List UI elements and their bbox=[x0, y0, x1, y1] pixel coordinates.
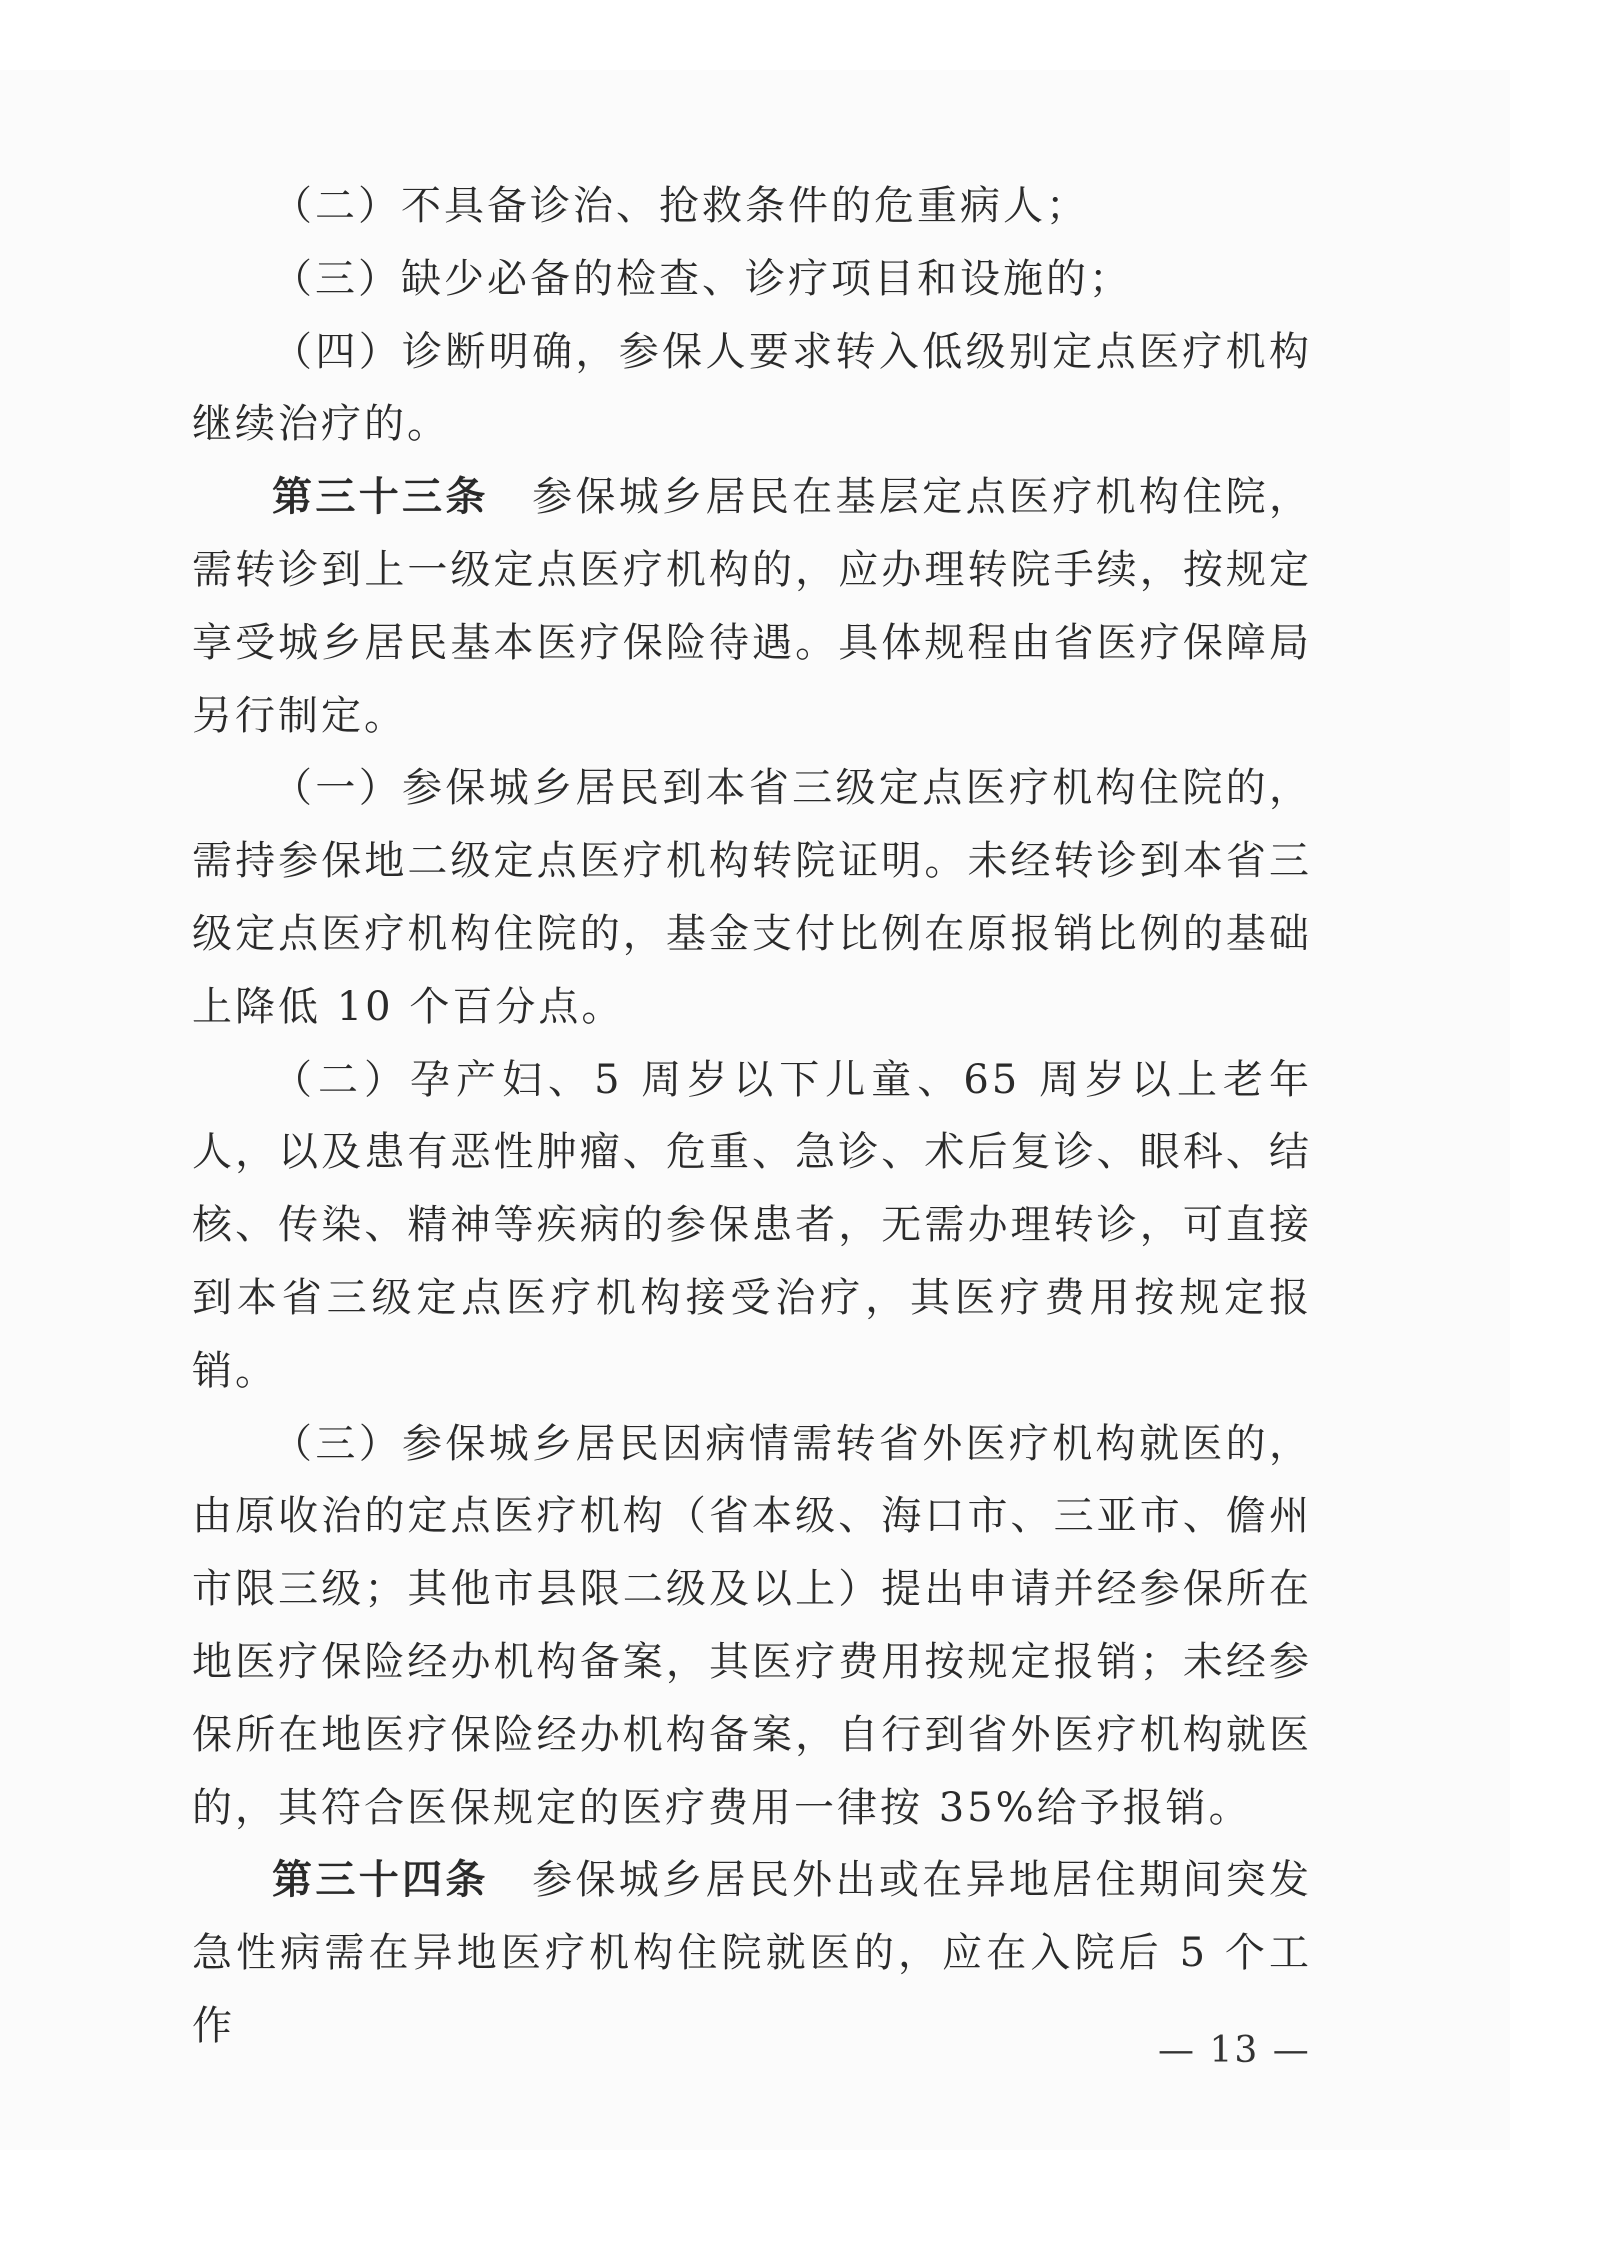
article-33 bbox=[192, 461, 1312, 752]
body-text bbox=[192, 170, 1312, 2063]
article-33-text: 参保城乡居民在基层定点医疗机构住院，需转诊到上一级定点医疗机构的，应办理转院手续，按规定享受城乡居民基本医疗保险待遇。具体规程由省医疗保障局另行制定。 bbox=[192, 474, 1313, 739]
paragraph-text: （三）参保城乡居民因病情需转省外医疗机构就医的，由原收治的定点医疗机构（省本级、海口市、三亚市、儋州市限三级；其他市县限二级及以上）提出申请并经参保所在地医疗保险经办机构备案，其医疗费用按规定报销；未经参保所在地医疗保险经办机构备案，自行到省外医疗机构就医的，其符合医保规定的医疗费用一律按 35%给予报销。 bbox=[192, 1420, 1312, 1831]
paragraph-text: （三）缺少必备的检查、诊疗项目和设施的； bbox=[272, 255, 1132, 302]
article-34 bbox=[192, 1844, 1312, 2062]
paragraph-text: （二）孕产妇、5 周岁以下儿童、65 周岁以上老年人，以及患有恶性肿瘤、危重、急诊、术后复诊、眼科、结核、传染、精神等疾病的参保患者，无需办理转诊，可直接到本省三级定点医疗机构接受治疗，其医疗费用按规定报销。 bbox=[192, 1056, 1312, 1394]
paragraph-text: （四）诊断明确，参保人要求转入低级别定点医疗机构继续治疗的。 bbox=[192, 328, 1312, 448]
page-number: — 13 — bbox=[1158, 2030, 1311, 2071]
article-33-item-1 bbox=[192, 752, 1312, 1043]
paragraph-text: （一）参保城乡居民到本省三级定点医疗机构住院的，需持参保地二级定点医疗机构转院证明。未经转诊到本省三级定点医疗机构住院的，基金支付比例在原报销比例的基础上降低 10 个百分点。 bbox=[192, 765, 1312, 1030]
paragraph-item-3 bbox=[192, 243, 1312, 316]
paragraph-text: （二）不具备诊治、抢救条件的危重病人； bbox=[272, 183, 1089, 229]
article-34-heading: 第三十四条 bbox=[272, 1857, 489, 1904]
article-33-item-2 bbox=[192, 1044, 1312, 1408]
paragraph-item-4 bbox=[192, 316, 1312, 462]
article-34-text: 参保城乡居民外出或在异地居住期间突发急性病需在异地医疗机构住院就医的，应在入院后 5 个工作 bbox=[192, 1857, 1313, 2049]
paragraph-item-2 bbox=[192, 170, 1312, 243]
article-33-heading: 第三十三条 bbox=[272, 474, 489, 521]
article-33-item-3 bbox=[192, 1408, 1312, 1845]
